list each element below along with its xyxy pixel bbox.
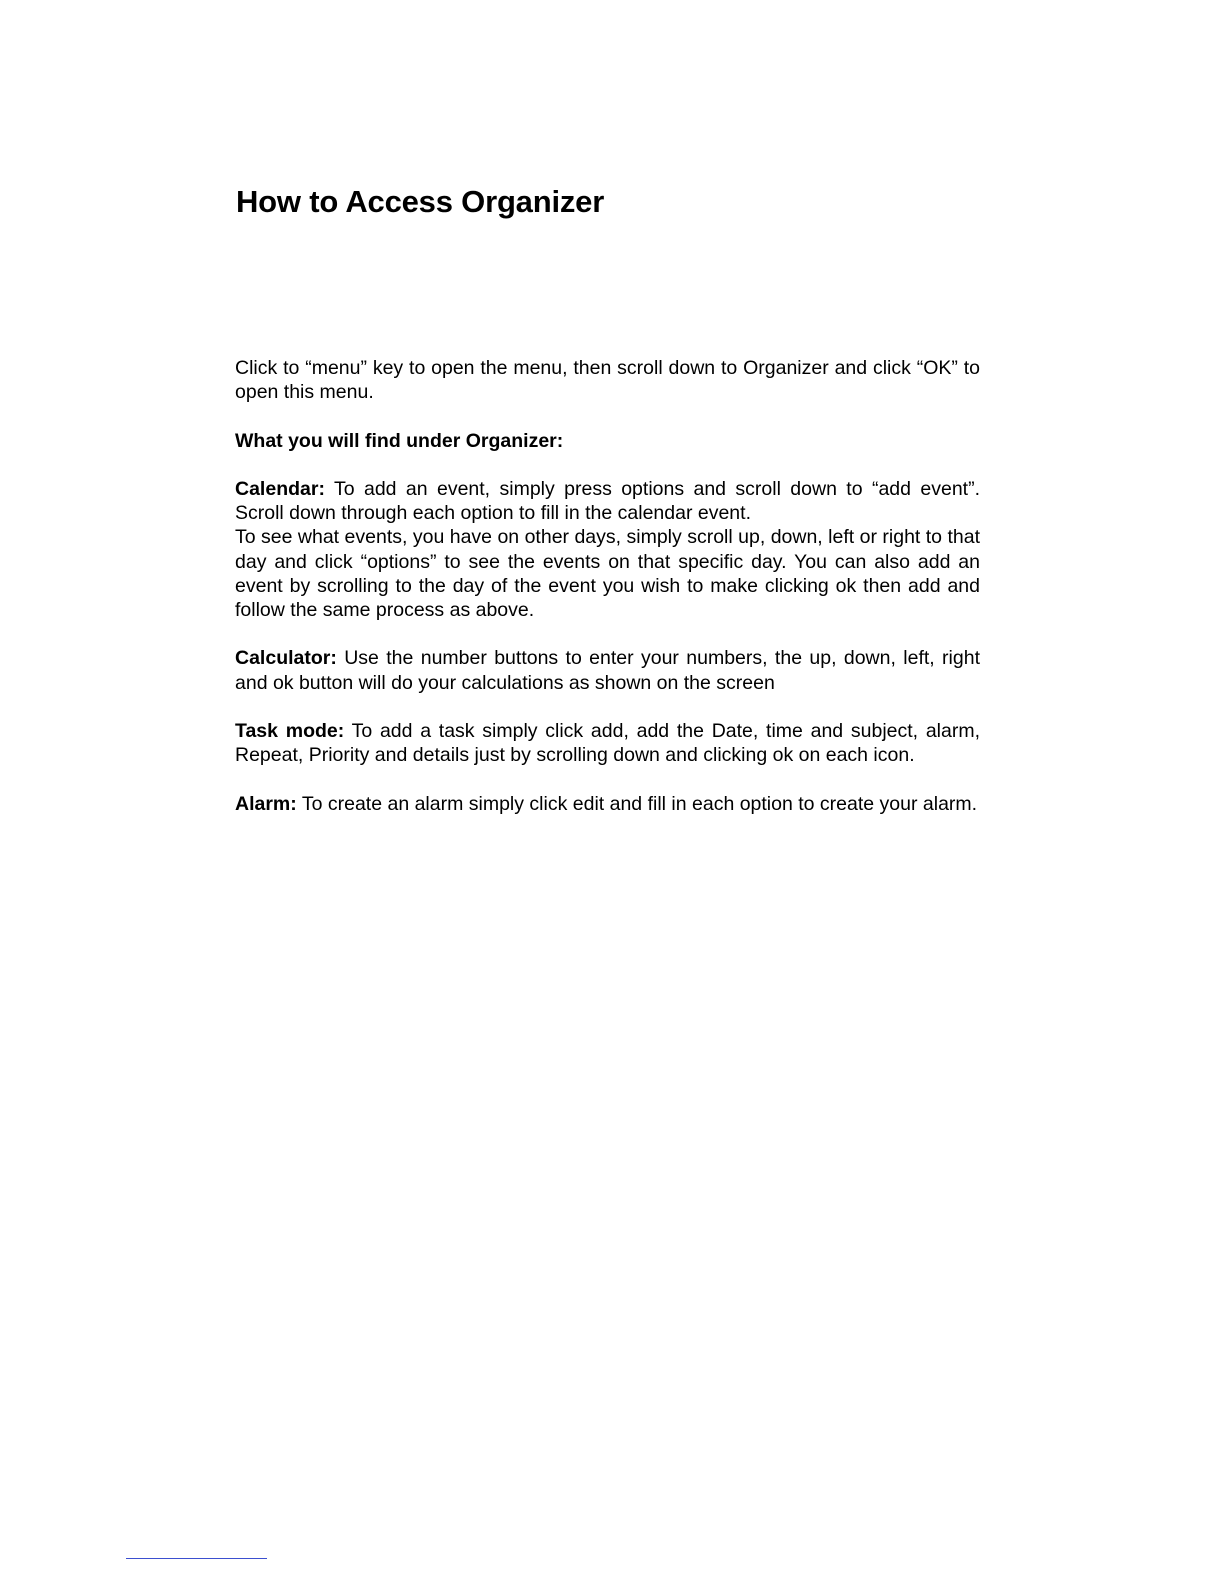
calendar-paragraph — [235, 477, 980, 525]
section-heading: What you will find under Organizer: — [235, 429, 564, 452]
alarm-term: Alarm: — [235, 792, 297, 815]
task-mode-term: Task mode: — [235, 719, 345, 742]
intro-paragraph: Click to “menu” key to open the menu, then scroll down to Organizer and click “OK” to open this menu. — [235, 357, 980, 404]
calculator-term: Calculator: — [235, 647, 337, 670]
footnote-rule — [126, 1558, 267, 1559]
task-mode-text: To add a task simply click add, add the Date, time and subject, alarm, Repeat, Priority and details just by scrolling down and clicking ok on each icon. — [235, 719, 980, 767]
calculator-text: Use the number buttons to enter your numbers, the up, down, left, right and ok button will do your calculations as shown on the screen — [235, 647, 980, 694]
page-title: How to Access Organizer — [236, 184, 605, 219]
spacer — [235, 767, 980, 791]
calendar-paragraph-2: To see what events, you have on other days, simply scroll up, down, left or right to that day and click “options” to see the events on that specific day. You can also add an event by scrolling to the day of the event you wish to make clicking ok then add and follow the same process as above. — [235, 526, 980, 621]
calendar-term: Calendar: — [235, 477, 325, 500]
spacer — [235, 404, 980, 428]
spacer — [235, 453, 980, 477]
document-body — [235, 356, 980, 816]
spacer — [235, 695, 980, 719]
alarm-paragraph — [235, 792, 980, 816]
calendar-text: To add an event, simply press options and scroll down to “add event”. Scroll down through each option to fill in the calendar event. — [235, 477, 980, 525]
task-mode-paragraph — [235, 719, 980, 767]
calculator-paragraph — [235, 646, 980, 694]
spacer — [235, 622, 980, 646]
alarm-text: To create an alarm simply click edit and fill in each option to create your alarm. — [296, 792, 978, 815]
